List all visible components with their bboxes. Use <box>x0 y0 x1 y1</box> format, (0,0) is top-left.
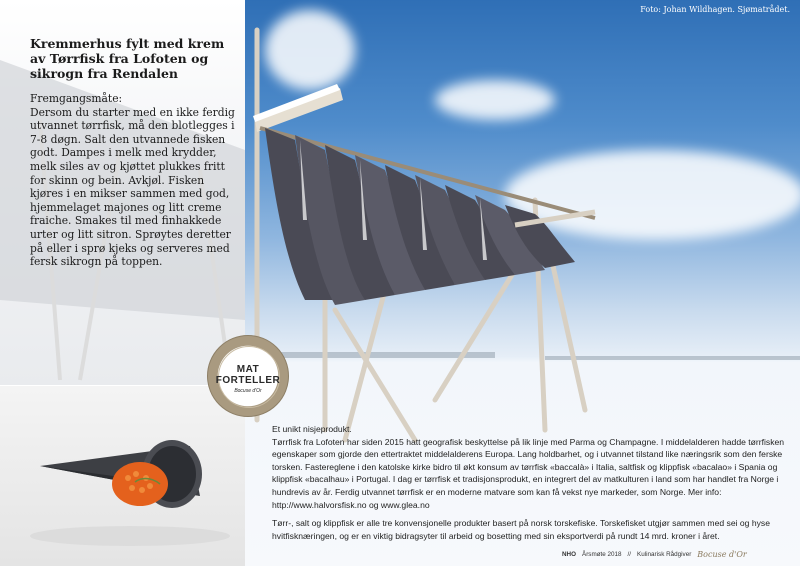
recipe-method-text: Dersom du starter med en ikke ferdig utvannet tørrfisk, må den blotlegges i 7-8 døgn. Salt den utvannede fisken godt. Dampes i melk med krydder, melk siles av og kjøttet plukkes fritt for skinn og bein. Avkjøl. Fisken kjøres i en mikser sammen med god, hjemmelaget majones og litt creme fraiche. Smakes til med finhakkede urter og litt sitron. Sprøytes deretter på eller i sprø kjeks og serveres med fersk sikrogn på toppen. <box>30 105 235 269</box>
page-footer <box>562 550 747 559</box>
article-paragraph-1: Tørrfisk fra Lofoten har siden 2015 hatt geografisk beskyttelse på lik linje med Parma og Champagne. I middelalderen hadde tørrfisken egenskaper som gjorde den ettertraktet middelalderens Europa. Lang holdbarhet, og i utvannet tilstand like næringsrik som den ferske torsken. Fastereglene i den katolske kirke bidro til økt konsum av tørrfisk «baccalà» i Italia, saltfisk og klippfisk «bacalao» i Spania og klippfisk «bacalhau» i Portugal. I dag er tørrfisk et tradisjonsprodukt, en integrert del av matkulturen i land som har handlet fra Norge i hundrevis av år. Ferdig utvannet tørrfisk er en moderne matvare som kan få vekst nye markeder, som Norge. Mer info: http://www.halvorsfisk.no og www.glea.no <box>272 436 785 510</box>
matforteller-badge <box>207 335 289 417</box>
footer-separator: // <box>627 551 632 558</box>
article-paragraph-2: Tørr-, salt og klippfisk er alle tre konvensjonelle produkter basert på norsk torskefiske. Torskefisket utgjør sammen med sei og hyse hvitfisknæringen, og er en viktig bidragsyter til arbeid og bosetting med sin eksportverdi på rundt 14 mrd. kroner i året. <box>272 518 771 541</box>
cone-illustration <box>0 386 245 566</box>
footer-role: Kulinarisk Rådgiver <box>637 551 692 558</box>
article-heading: Et unikt nisjeprodukt. <box>272 424 352 434</box>
badge-text-3: Bocuse d'Or <box>234 388 262 394</box>
photo-credit: Foto: Johan Wildhagen. Sjømatrådet. <box>640 5 790 14</box>
footer-signature: Bocuse d'Or <box>697 550 747 559</box>
recipe-title: Kremmerhus fylt med krem av Tørrfisk fra Lofoten og sikrogn fra Rendalen <box>30 36 225 81</box>
footer-org: NHO <box>562 551 576 558</box>
article-body <box>272 423 792 548</box>
badge-text-1: MAT <box>236 364 260 375</box>
footer-event: Årsmøte 2018 <box>582 551 622 558</box>
cone-photo <box>0 386 245 566</box>
recipe-method-label: Fremgangsmåte: <box>30 92 123 105</box>
badge-text-2: FORTELLER <box>215 375 281 386</box>
recipe-block <box>30 36 240 269</box>
